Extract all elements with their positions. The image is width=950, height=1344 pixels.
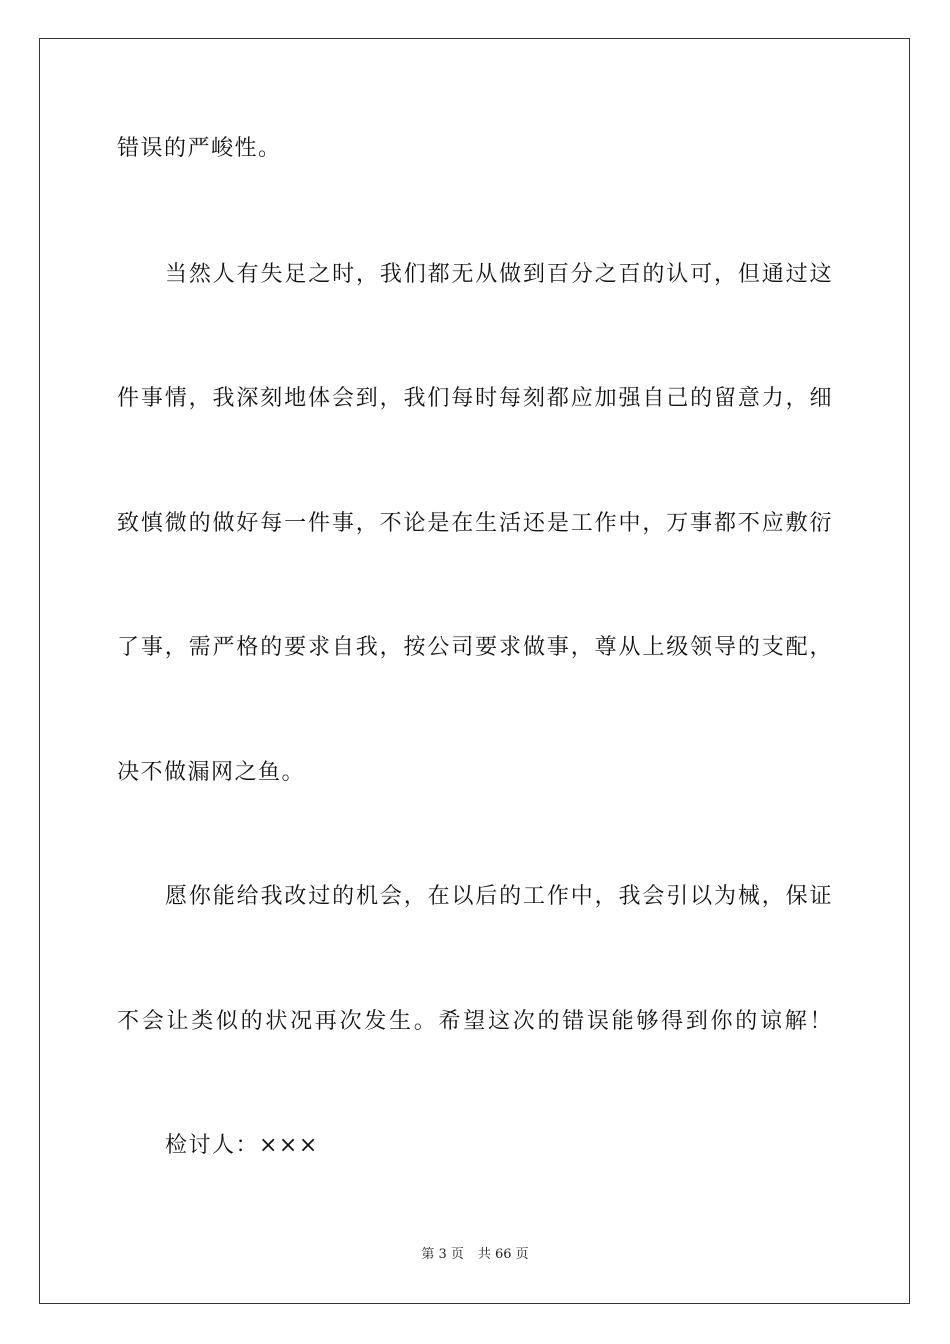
body-line-2: 当然人有失足之时，我们都无从做到百分之百的认可，但通过这	[165, 262, 833, 287]
body-line-4: 致慎微的做好每一件事，不论是在生活还是工作中，万事都不应敷衍	[117, 511, 833, 536]
page-frame	[39, 38, 910, 1304]
body-line-7: 愿你能给我改过的机会，在以后的工作中，我会引以为械，保证	[165, 884, 833, 909]
body-line-3: 件事情，我深刻地体会到，我们每时每刻都应加强自己的留意力，细	[117, 386, 833, 411]
page-number: 第 3 页	[421, 1247, 464, 1262]
page-footer	[0, 1246, 950, 1264]
body-line-6: 决不做漏网之鱼。	[117, 760, 306, 785]
body-line-1: 错误的严峻性。	[117, 136, 282, 161]
signature-line: 检讨人：×××	[165, 1133, 319, 1158]
body-line-8: 不会让类似的状况再次发生。希望这次的错误能够得到你的谅解！	[117, 1009, 833, 1034]
body-line-5: 了事，需严格的要求自我，按公司要求做事，尊从上级领导的支配，	[117, 635, 833, 660]
page-total: 共 66 页	[477, 1247, 529, 1262]
